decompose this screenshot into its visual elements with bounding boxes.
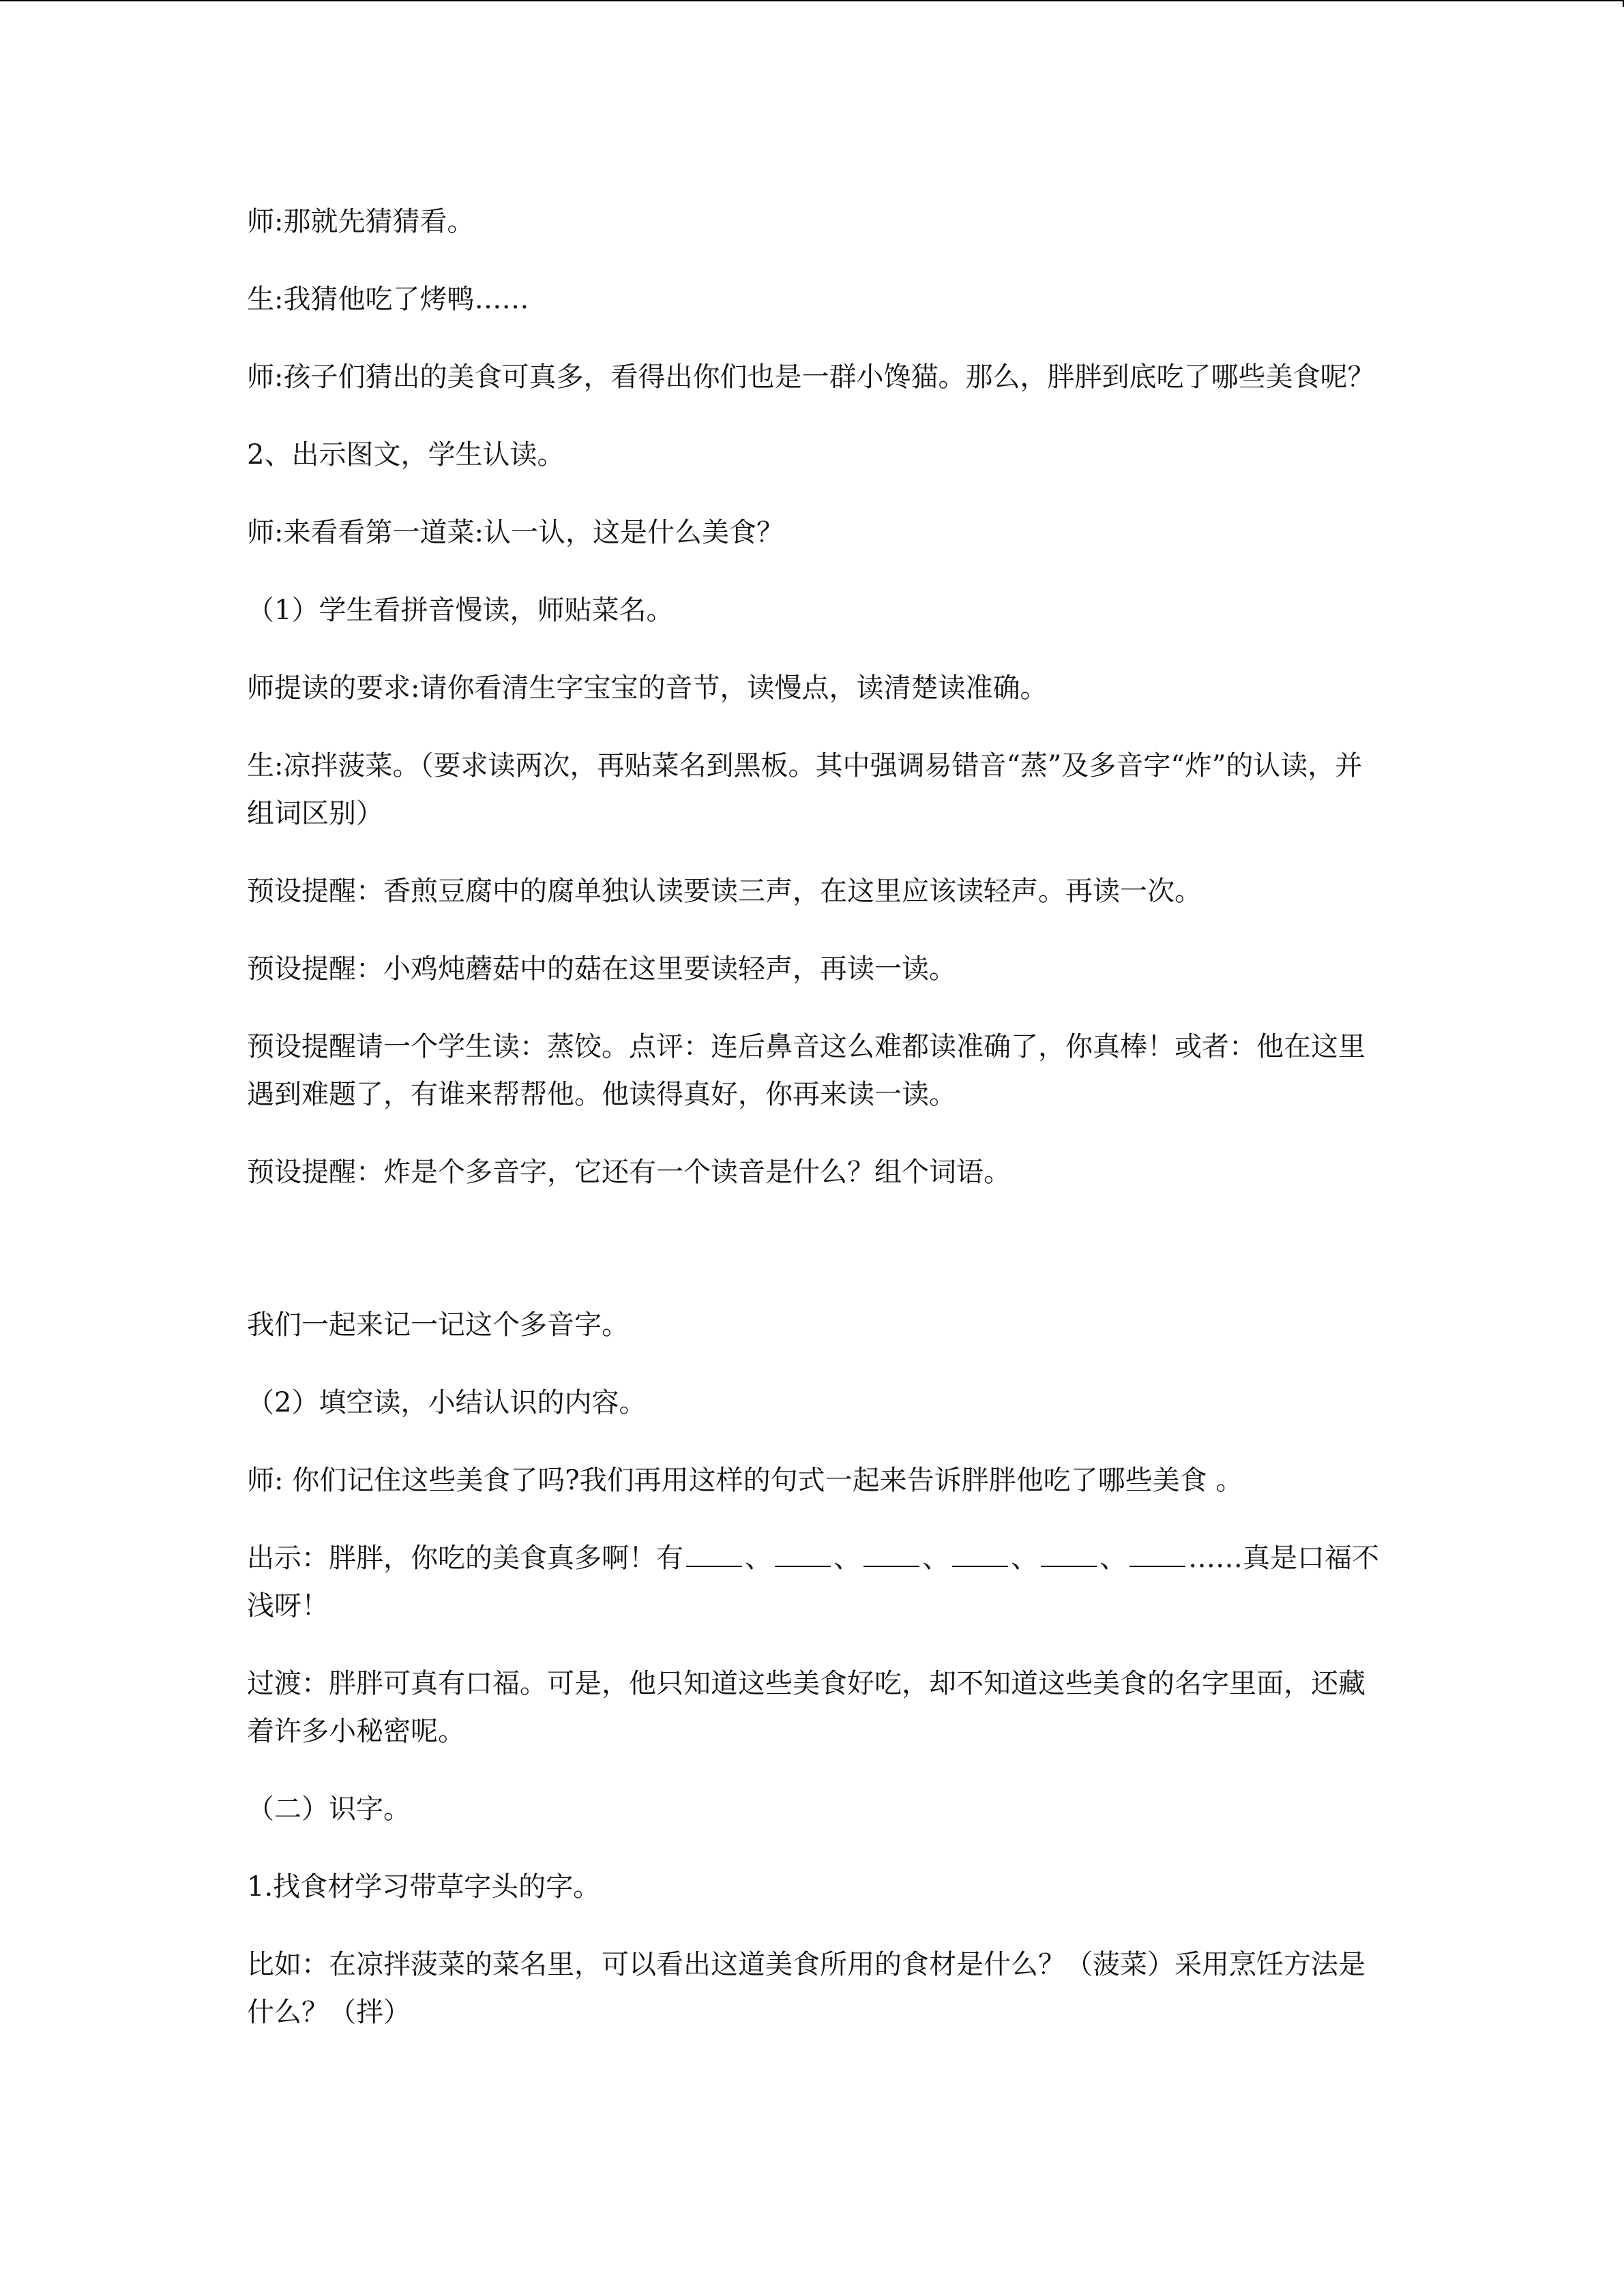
- fill-blank: [863, 1538, 919, 1567]
- paragraph: 师提读的要求:请你看清生字宝宝的音节，读慢点，读清楚读准确。: [247, 672, 1048, 704]
- paragraph: 2、出示图文，学生认读。: [247, 439, 565, 471]
- fill-suffix: ……真是口福不浅呀！: [247, 1542, 1379, 1622]
- paragraph: 生:凉拌菠菜。（要求读两次，再贴菜名到黑板。其中强调易错音“蒸”及多音字“炸”的认读，并组词区别）: [247, 750, 1363, 829]
- blank-gap: [247, 1226, 1379, 1301]
- blank-separator: 、: [1099, 1542, 1127, 1574]
- paragraph: 师:来看看第一道菜:认一认，这是什么美食？: [247, 517, 784, 548]
- paragraph: 过渡：胖胖可真有口福。可是，他只知道这些美食好吃，却不知道这些美食的名字里面，还藏着许多小秘密呢。: [247, 1668, 1365, 1747]
- paragraph: （2）填空读，小结认识的内容。: [247, 1387, 647, 1418]
- paragraph: 我们一起来记一记这个多音字。: [247, 1309, 629, 1341]
- fill-blank: [1130, 1538, 1185, 1567]
- paragraph: 师:孩子们猜出的美食可真多，看得出你们也是一群小馋猫。那么，胖胖到底吃了哪些美食呢？: [247, 361, 1375, 393]
- paragraph: 预设提醒：炸是个多音字，它还有一个读音是什么？组个词语。: [247, 1157, 1011, 1188]
- fill-in-sentence: [247, 1534, 1379, 1630]
- paragraph: 1.找食材学习带草字头的字。: [247, 1871, 601, 1903]
- fill-blank: [686, 1538, 742, 1567]
- paragraph: 比如：在凉拌菠菜的菜名里，可以看出这道美食所用的食材是什么？（菠菜）采用烹饪方法是什么？（拌）: [247, 1949, 1365, 2028]
- blank-separator: 、: [1011, 1542, 1038, 1574]
- fill-blank: [1041, 1538, 1097, 1567]
- paragraph: 师: 你们记住这些美食了吗?我们再用这样的句式一起来告诉胖胖他吃了哪些美食 。: [247, 1465, 1243, 1496]
- paragraph: 生:我猜他吃了烤鸭……: [247, 284, 529, 315]
- fill-prefix: 出示：胖胖，你吃的美食真多啊！有: [247, 1542, 683, 1574]
- fill-blank: [775, 1538, 831, 1567]
- document-body: [247, 198, 1379, 2066]
- paragraph: （1）学生看拼音慢读，师贴菜名。: [247, 595, 674, 626]
- blank-separator: 、: [833, 1542, 861, 1574]
- page-top-border: [0, 0, 1623, 1]
- paragraph: （二）识字。: [247, 1793, 411, 1825]
- paragraph: 师:那就先猜猜看。: [247, 206, 475, 237]
- paragraph: 预设提醒请一个学生读：蒸饺。点评：连后鼻音这么难都读准确了，你真棒！或者：他在这里遇到难题了，有谁来帮帮他。他读得真好，你再来读一读。: [247, 1031, 1365, 1110]
- blank-separator: 、: [745, 1542, 772, 1574]
- fill-blank: [952, 1538, 1008, 1567]
- paragraph: 预设提醒：小鸡炖蘑菇中的菇在这里要读轻声，再读一读。: [247, 953, 956, 985]
- blank-separator: 、: [922, 1542, 949, 1574]
- paragraph: 预设提醒：香煎豆腐中的腐单独认读要读三声，在这里应该读轻声。再读一次。: [247, 876, 1202, 907]
